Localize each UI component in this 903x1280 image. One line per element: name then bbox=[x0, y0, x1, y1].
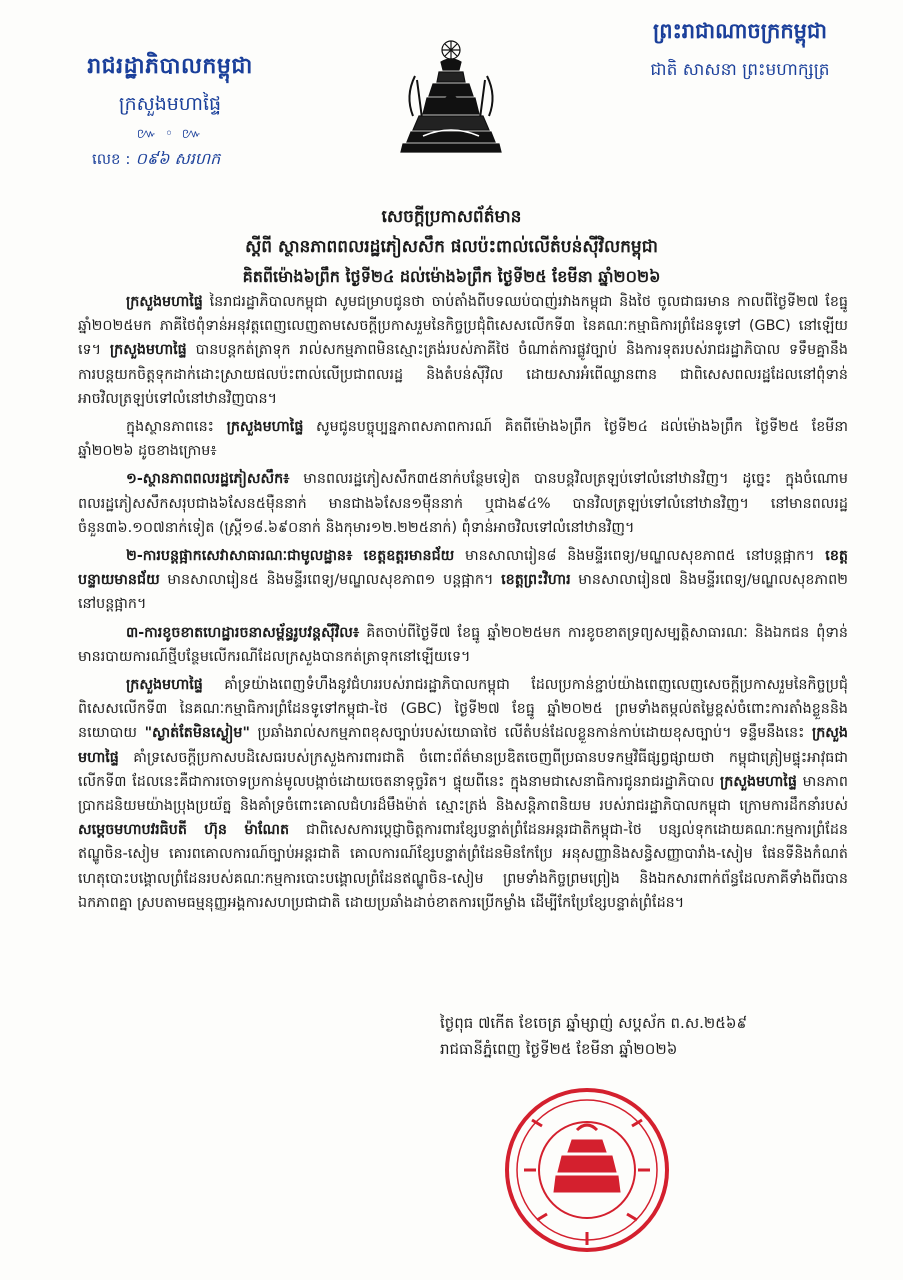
ministry-bold: ក្រសួងមហាផ្ទៃ bbox=[126, 677, 203, 694]
document-titles bbox=[60, 206, 843, 290]
province-bold: ខេត្តបន្ទាយមានជ័យ bbox=[78, 548, 848, 589]
p1-text: នៃរាជរដ្ឋាភិបាលកម្ពុជា សូមជម្រាបជូនថា ចាប់តាំងពីបទឈប់បាញ់រវាងកម្ពុជា និងថៃ ចូលជាធរមាន កាលពីថ្ងៃទី២៧ ខែធ្នូ ឆ្នាំ២០២៥មក ភាគីថៃពុំទាន់អនុវត្តពេញលេញតាមសេចក្ដីប្រកាសរួមនៃកិច្ចប្រជុំពិសេសលើកទី៣ នៃគណៈកម្មាធិការព្រំដែនទូទៅ (GBC) នៅឡើយទេ។ bbox=[78, 294, 848, 359]
p6-text-5: ជាពិសេសការប្ដេជ្ញាចិត្តការពារខ្សែបន្ទាត់ព្រំដែនអន្តរជាតិកម្ពុជា-ថៃ បន្សល់ទុកដោយគណៈកម្មការព្រំដែនឥណ្ឌូចិន-សៀម គោរពគោលការណ៍ច្បាប់អន្តរជាតិ គោលការណ៍ខ្សែបន្ទាត់ព្រំដែនមិនកែប្រែ អនុសញ្ញានិងសន្ធិសញ្ញាបារាំង-សៀម ផែនទីនិងកំណត់ហេតុបោះបង្គោលព្រំដែនរបស់គណៈកម្មការបោះបង្គោលព្រំដែនឥណ្ឌូចិន-សៀម ព្រមទាំងកិច្ចព្រមព្រៀង និងឯកសារពាក់ព័ន្ធដែលភាគីទាំងពីរបានឯកភាពគ្នា ស្របតាមធម្មនុញ្ញអង្គការសហប្រជាជាតិ ដោយប្រឆាំងដាច់ខាតការប្រើកម្លាំង ដើម្បីកែប្រែខ្សែបន្ទាត់ព្រំដែន។ bbox=[78, 822, 848, 911]
paragraph-1 bbox=[78, 290, 848, 411]
ministry-bold: ក្រសួងមហាផ្ទៃ bbox=[126, 294, 203, 310]
section-heading-3: ៣-ការខូចខាតហេដ្ឋារចនាសម្ព័ន្ធរូបវន្តស៊ីវិល៖ bbox=[126, 624, 360, 641]
p2-text: សូមជូនបច្ចុប្បន្នភាពសភាពការណ៍ គិតពីម៉ោង៦ព្រឹក ថ្ងៃទី២៤ ដល់ម៉ោង៦ព្រឹក ថ្ងៃទី២៥ ខែមីនា ឆ្នាំ២០២៦ ដូចខាងក្រោម៖ bbox=[78, 419, 848, 460]
ministry-bold: ក្រសួងមហាផ្ទៃ bbox=[109, 342, 187, 359]
ministry-bold: ក្រសួងមហាផ្ទៃ bbox=[720, 773, 797, 790]
title-line-3: គិតពីម៉ោង៦ព្រឹក ថ្ងៃទី២៤ ដល់ម៉ោង៦ព្រឹក ថ្ងៃទី២៥ ខែមីនា ឆ្នាំ២០២៦ bbox=[242, 267, 661, 286]
solar-date: រាជធានីភ្នំពេញ ថ្ងៃទី២៥ ខែមីនា ឆ្នាំ២០២៦ bbox=[440, 1040, 678, 1058]
ornament-divider: ៚ ◦ ៚ bbox=[136, 126, 204, 142]
policy-quote: "ស្ងាត់តែមិនស្ងៀម" bbox=[144, 725, 250, 742]
ministry-seal-icon bbox=[502, 1080, 672, 1260]
paragraph-2 bbox=[78, 415, 848, 463]
p6-text-4: មានភាពប្រាកដនិយមយ៉ាងប្រុងប្រយ័ត្ន និងគាំទ្រចំពោះគោលជំហរដ៏មឹងម៉ាត់ ស្មោះត្រង់ និងសន្តិភាពនិយម របស់រាជរដ្ឋាភិបាលកម្ពុជា ក្រោមការដឹកនាំរបស់ bbox=[78, 773, 848, 815]
p6-text-2: ប្រឆាំងរាល់សកម្មភាពខុសច្បាប់របស់យោធាថៃ លើតំបន់ដែលខ្លួនកាន់កាប់ដោយខុសច្បាប់។ ទន្ទឹមនឹងនេះ bbox=[249, 725, 812, 742]
p4-text-3: មានសាលារៀន៧ និងមន្ទីរពេទ្យ/មណ្ឌលសុខភាព២ នៅបន្តផ្អាក។ bbox=[78, 572, 849, 613]
reference-number bbox=[92, 148, 220, 172]
p3-text: មានពលរដ្ឋភៀសសឹក៣៥នាក់បន្ថែមទៀត បានបន្តវិលត្រឡប់ទៅលំនៅឋានវិញ។ ដូច្នេះ ក្នុងចំណោមពលរដ្ឋភៀសសឹកសរុបជាង៦សែន៥ម៉ឺននាក់ មានជាង៦សែន១ម៉ឺននាក់ ឬជាង៩៤% បានវិលត្រឡប់ទៅលំនៅឋានវិញ។ នៅមានពលរដ្ឋចំនួន៣៦.១០៧នាក់ទៀត (ស្ត្រី១៨.៦៩០នាក់ និងកុមារ១២.២២៥នាក់) ពុំទាន់អាចវិលទៅលំនៅឋានវិញ។ bbox=[78, 471, 848, 536]
paragraph-6 bbox=[78, 673, 848, 915]
title-line-2: ស្ដីពី ស្ថានភាពពលរដ្ឋភៀសសឹក ផលប៉ះពាល់លើតំបន់ស៊ីវិលកម្ពុជា bbox=[245, 237, 658, 257]
section-heading-2: ២-ការបន្តផ្អាកសេវាសាធារណៈជាមូលដ្ឋាន៖ ខេត្តឧត្តរមានជ័យ bbox=[126, 548, 455, 565]
section-heading-1: ១-ស្ថានភាពពលរដ្ឋភៀសសឹក៖ bbox=[126, 471, 290, 488]
p6-text-3: គាំទ្រសេចក្ដីប្រកាសបដិសេធរបស់ក្រសួងការពារជាតិ ចំពោះព័ត៌មានប្រឌិតចេញពីប្រធានបទកម្មវិធីផ្សព្វផ្សាយថា កម្ពុជាត្រៀមផ្ទុះអាវុធជាលើកទី៣ ដែលនេះគឺជាការចោទប្រកាន់មូលបង្កាច់ដោយចេតនាទុច្ចរិត។ ផ្ទុយពីនេះ ក្នុងនាមជាសេនាធិការជូនរាជរដ្ឋាភិបាល bbox=[78, 749, 848, 790]
paragraph-3 bbox=[78, 467, 848, 540]
p2-intro: ក្នុងស្ថានភាពនេះ bbox=[126, 419, 227, 436]
p4-text: មានសាលារៀន៨ និងមន្ទីរពេទ្យ/មណ្ឌលសុខភាព៥ នៅបន្តផ្អាក។ bbox=[454, 548, 826, 565]
province-bold: ខេត្តព្រះវិហារ bbox=[501, 572, 571, 589]
title-line-1: សេចក្ដីប្រកាសព័ត៌មាន bbox=[381, 207, 522, 227]
p1-text-2: បានបន្តកត់ត្រាទុក រាល់សកម្មភាពមិនស្មោះត្រង់របស់ភាគីថៃ ចំណាត់ការផ្លូវច្បាប់ និងការទុតរបស់រាជរដ្ឋាភិបាល ទទឹមគ្នានឹងការបន្ដយកចិត្តទុកដាក់ដោះស្រាយផលប៉ះពាល់លើប្រជាពលរដ្ឋ និងតំបន់ស៊ីវិល ដោយសារអំពើឈ្លានពាន ជាពិសេសពលរដ្ឋដែលនៅពុំទាន់អាចវិលត្រឡប់ទៅលំនៅឋានវិញបាន។ bbox=[78, 342, 848, 407]
kingdom-name: ព្រះរាជាណាចក្រកម្ពុជា bbox=[652, 19, 827, 43]
p4-text-2: មានសាលារៀន៥ និងមន្ទីរពេទ្យ/មណ្ឌលសុខភាព១ បន្តផ្អាក។ bbox=[159, 572, 502, 589]
header-left bbox=[50, 52, 290, 145]
paragraph-4 bbox=[78, 544, 848, 617]
header-right bbox=[600, 18, 880, 84]
document-body bbox=[78, 290, 848, 919]
p5-text: គិតចាប់ពីថ្ងៃទី៧ ខែធ្នូ ឆ្នាំ២០២៥មក ការខូចខាតទ្រព្យសម្បត្តិសាធារណៈ និងឯកជន ពុំទាន់មានរបាយការណ៍ថ្មីបន្ថែមលើករណីដែលក្រសួងបានកត់ត្រាទុកនៅឡើយទេ។ bbox=[78, 624, 848, 665]
pm-name: សម្ដេចមហាបវរធិបតី ហ៊ុន ម៉ាណែត bbox=[78, 822, 290, 839]
ministry-name: ក្រសួងមហាផ្ទៃ bbox=[118, 93, 222, 115]
lunar-date: ថ្ងៃពុធ ៧កើត ខែចេត្រ ឆ្នាំម្សាញ់ សប្តស័ក ព.ស.២៥៦៩ bbox=[440, 1014, 748, 1032]
ministry-bold: ក្រសួងមហាផ្ទៃ bbox=[226, 419, 304, 436]
paragraph-5 bbox=[78, 621, 848, 669]
ref-value: ០៩៦ សរហក bbox=[135, 149, 221, 168]
government-name: រាជរដ្ឋាភិបាលកម្ពុជា bbox=[87, 54, 253, 79]
national-motto: ជាតិ សាសនា ព្រះមហាក្សត្រ bbox=[650, 60, 830, 80]
royal-emblem-icon bbox=[393, 36, 509, 158]
ministry-bold: ក្រសួងមហាផ្ទៃ bbox=[78, 725, 848, 766]
ref-label: លេខ : bbox=[92, 150, 131, 168]
p6-text: គាំទ្រយ៉ាងពេញទំហឹងនូវជំហររបស់រាជរដ្ឋាភិបាលកម្ពុជា ដែលប្រកាន់ខ្ជាប់យ៉ាងពេញលេញសេចក្ដីប្រកាសរួមនៃកិច្ចប្រជុំពិសេសលើកទី៣ នៃគណៈកម្មាធិការព្រំដែនទូទៅកម្ពុជា-ថៃ (GBC) ថ្ងៃទី២៧ ខែធ្នូ ឆ្នាំ២០២៥ ព្រមទាំងតម្កល់តម្លៃខ្ពស់ចំពោះការតាំងខ្លួននិងនយោបាយ bbox=[78, 677, 848, 742]
date-block bbox=[440, 1010, 860, 1062]
